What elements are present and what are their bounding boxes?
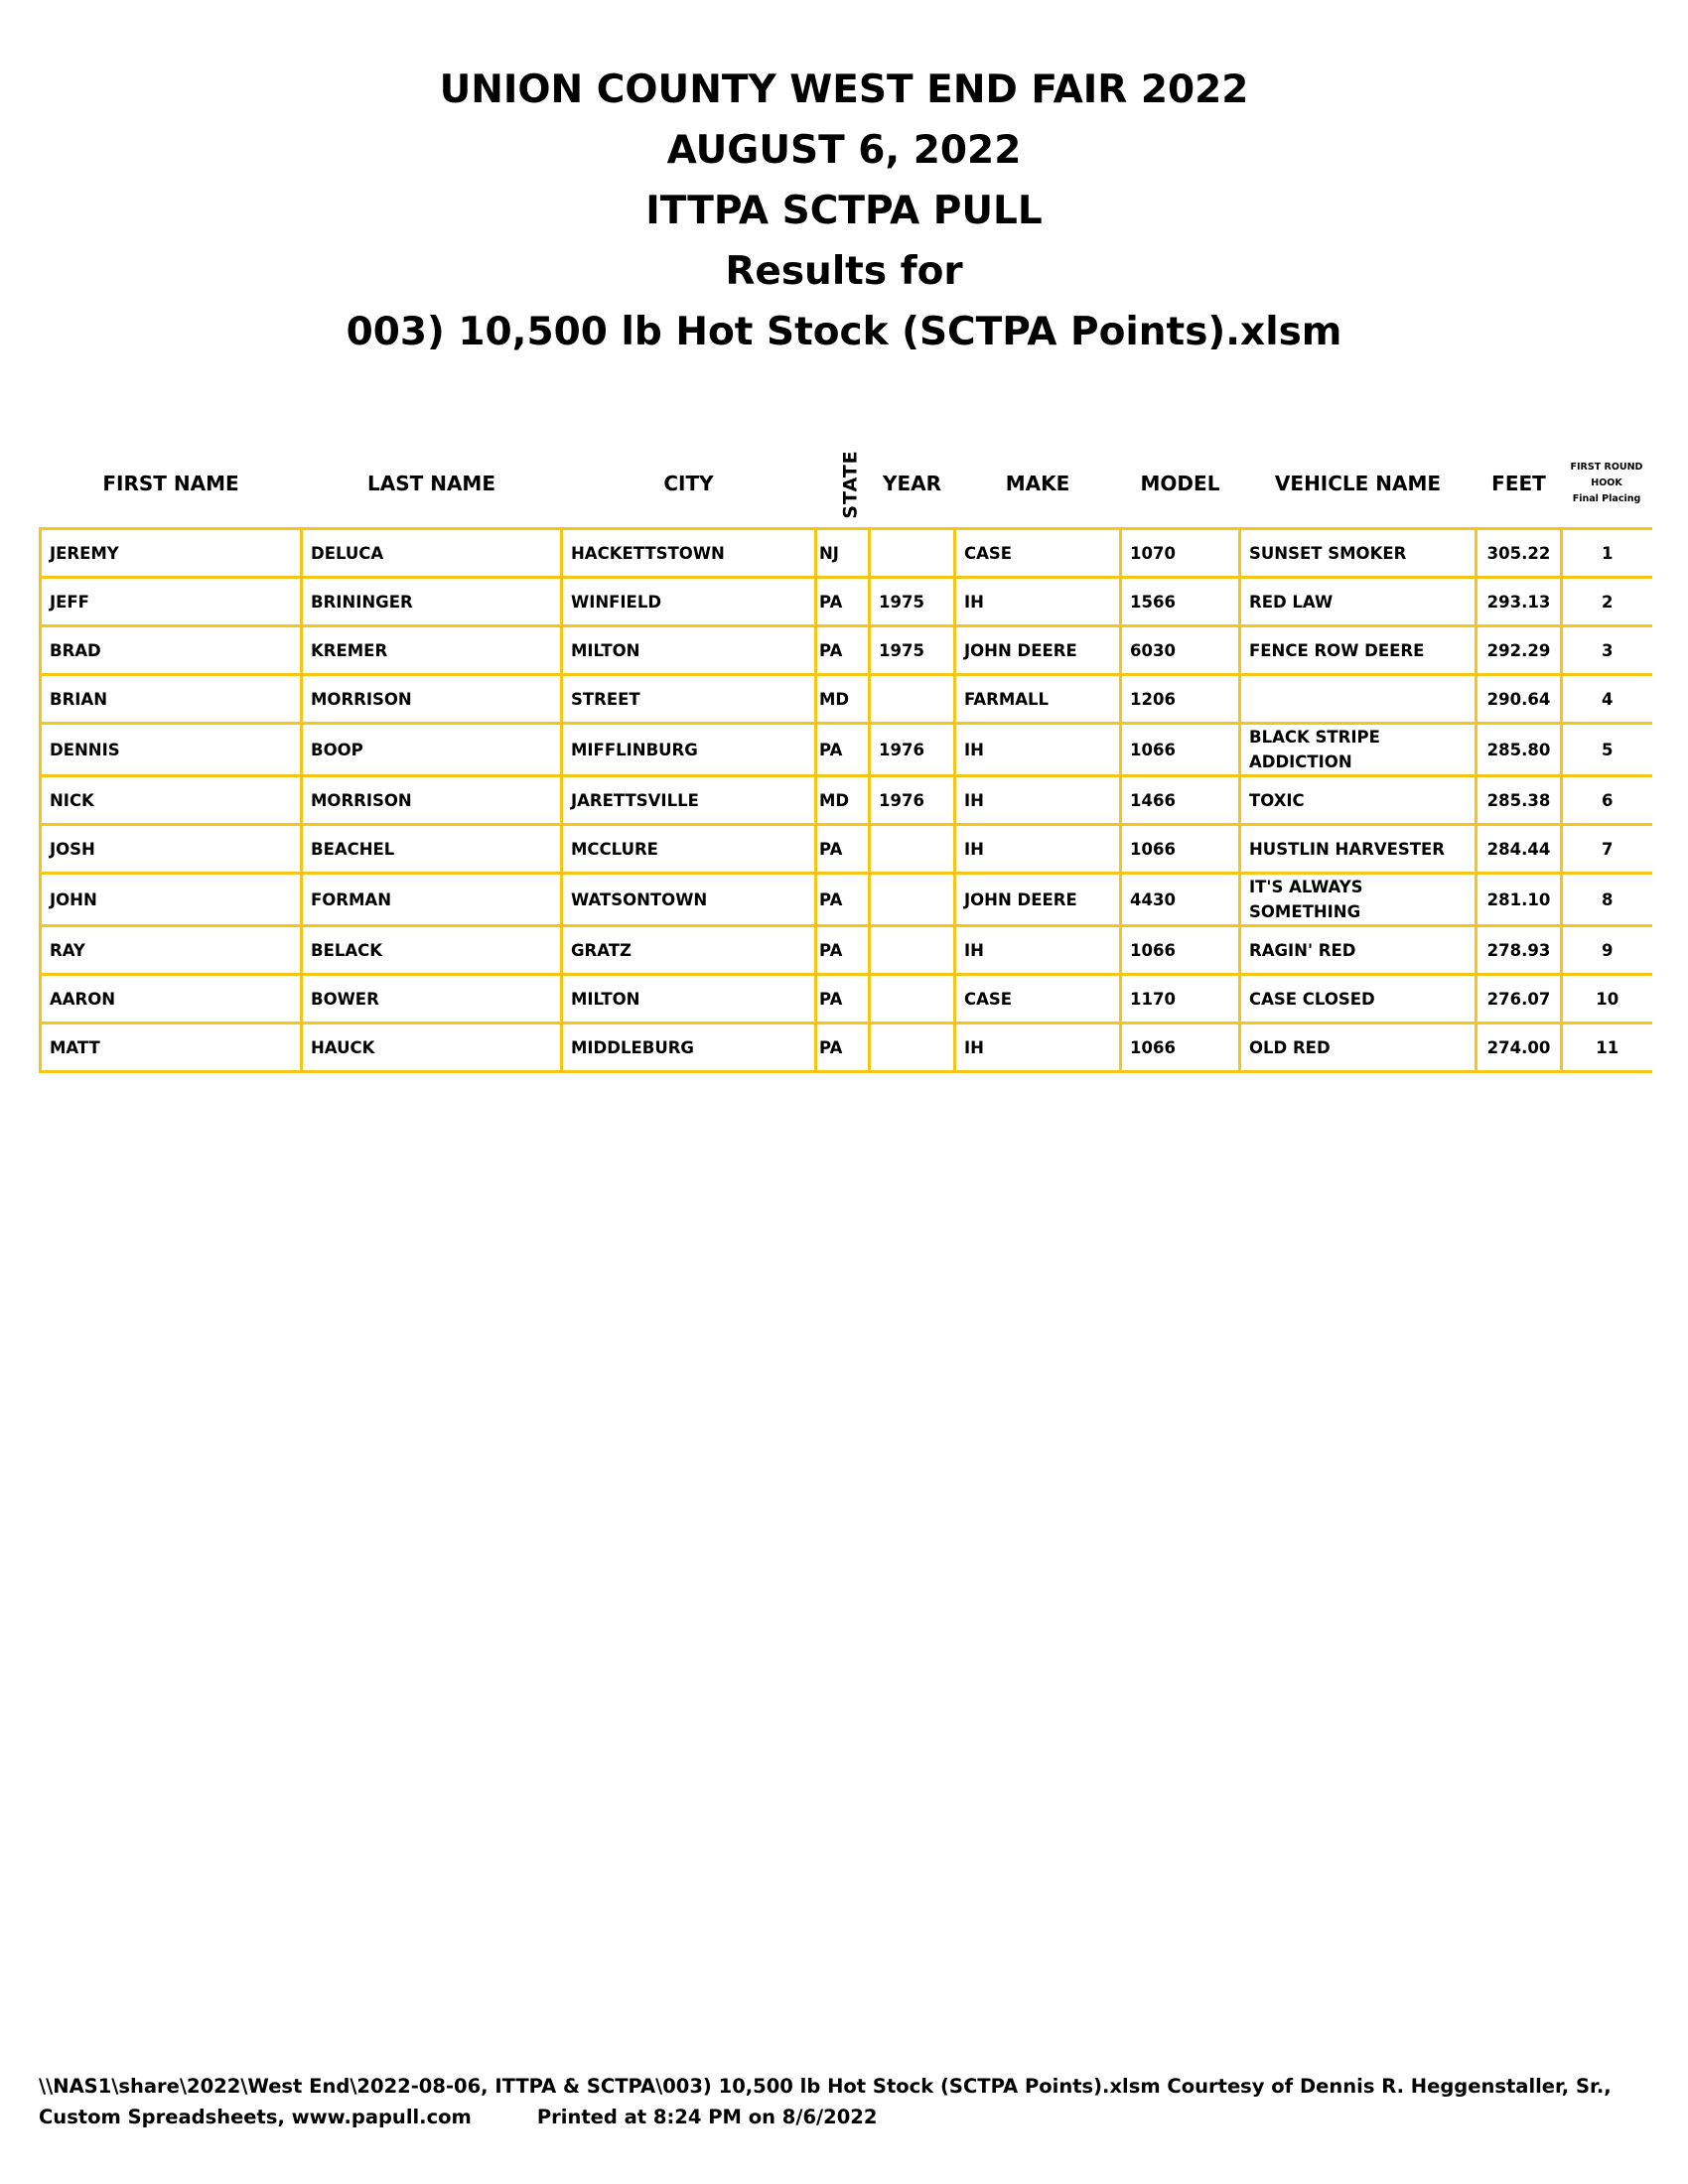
cell-year: [870, 529, 955, 578]
cell-last-name: MORRISON: [302, 776, 562, 825]
cell-model: 1206: [1121, 675, 1240, 724]
cell-first-name: BRAD: [41, 626, 302, 675]
cell-first-name: JOSH: [41, 825, 302, 874]
cell-feet: 281.10: [1477, 874, 1562, 926]
cell-model: 1066: [1121, 1024, 1240, 1072]
cell-final-placing: 4: [1562, 675, 1652, 724]
title-fair-name: UNION COUNTY WEST END FAIR 2022: [439, 68, 1249, 112]
cell-feet: 305.22: [1477, 529, 1562, 578]
cell-state: PA: [816, 975, 870, 1024]
table-row: [41, 626, 1652, 675]
cell-city: MILTON: [562, 626, 816, 675]
cell-final-placing: 1: [1562, 529, 1652, 578]
cell-last-name: BEACHEL: [302, 825, 562, 874]
cell-final-placing: 7: [1562, 825, 1652, 874]
cell-make: IH: [955, 926, 1121, 975]
header-feet: FEET: [1491, 472, 1546, 495]
results-body: [41, 529, 1652, 1072]
cell-model: 1566: [1121, 578, 1240, 626]
header-last-name: LAST NAME: [366, 472, 495, 495]
cell-feet: 285.80: [1477, 724, 1562, 776]
cell-make: CASE: [955, 975, 1121, 1024]
cell-last-name: BOWER: [302, 975, 562, 1024]
cell-state: MD: [816, 776, 870, 825]
cell-city: MILTON: [562, 975, 816, 1024]
table-row: [41, 975, 1652, 1024]
cell-state: PA: [816, 825, 870, 874]
cell-feet: 293.13: [1477, 578, 1562, 626]
cell-state: PA: [816, 1024, 870, 1072]
footer-printed-at: Printed at 8:24 PM on 8/6/2022: [536, 2106, 878, 2128]
cell-make: IH: [955, 578, 1121, 626]
cell-year: [870, 825, 955, 874]
cell-feet: 292.29: [1477, 626, 1562, 675]
cell-year: 1975: [870, 626, 955, 675]
cell-feet: 276.07: [1477, 975, 1562, 1024]
results-table: [39, 440, 1652, 1073]
report-title: [0, 60, 1688, 362]
cell-final-placing: 3: [1562, 626, 1652, 675]
cell-feet: 290.64: [1477, 675, 1562, 724]
header-placing-line2: HOOK: [1591, 478, 1622, 488]
cell-city: HACKETTSTOWN: [562, 529, 816, 578]
cell-make: FARMALL: [955, 675, 1121, 724]
table-row: [41, 926, 1652, 975]
cell-year: [870, 975, 955, 1024]
cell-vehicle-name: SUNSET SMOKER: [1240, 529, 1477, 578]
cell-vehicle-name: BLACK STRIPE ADDICTION: [1240, 724, 1477, 776]
cell-feet: 284.44: [1477, 825, 1562, 874]
cell-year: 1976: [870, 776, 955, 825]
title-date: AUGUST 6, 2022: [666, 128, 1022, 173]
table-row: [41, 1024, 1652, 1072]
header-placing-line1: FIRST ROUND: [1570, 462, 1643, 473]
cell-final-placing: 6: [1562, 776, 1652, 825]
cell-first-name: AARON: [41, 975, 302, 1024]
cell-vehicle-name: RAGIN' RED: [1240, 926, 1477, 975]
cell-make: IH: [955, 1024, 1121, 1072]
cell-model: 1066: [1121, 724, 1240, 776]
cell-last-name: FORMAN: [302, 874, 562, 926]
cell-final-placing: 2: [1562, 578, 1652, 626]
cell-last-name: BELACK: [302, 926, 562, 975]
cell-feet: 274.00: [1477, 1024, 1562, 1072]
table-row: [41, 578, 1652, 626]
cell-first-name: DENNIS: [41, 724, 302, 776]
cell-vehicle-name: FENCE ROW DEERE: [1240, 626, 1477, 675]
title-results-for: Results for: [725, 249, 963, 294]
cell-make: JOHN DEERE: [955, 874, 1121, 926]
header-city: CITY: [663, 472, 714, 495]
title-class-file: 003) 10,500 lb Hot Stock (SCTPA Points).xlsm: [346, 310, 1342, 354]
cell-last-name: BOOP: [302, 724, 562, 776]
footer-credit-line: [39, 2102, 1667, 2132]
cell-state: PA: [816, 724, 870, 776]
header-model: MODEL: [1140, 472, 1220, 495]
cell-city: STREET: [562, 675, 816, 724]
cell-state: MD: [816, 675, 870, 724]
footer-file-path: \\NAS1\share\2022\West End\2022-08-06, ITTPA & SCTPA\003) 10,500 lb Hot Stock (SCTPA Points).xlsm Courtesy of Dennis R. Heggenstaller, Sr.,: [39, 2075, 1612, 2098]
cell-first-name: JEFF: [41, 578, 302, 626]
header-vehicle-name: VEHICLE NAME: [1274, 472, 1442, 495]
cell-model: 4430: [1121, 874, 1240, 926]
header-state: [816, 440, 870, 529]
cell-final-placing: 11: [1562, 1024, 1652, 1072]
cell-year: [870, 1024, 955, 1072]
cell-model: 1066: [1121, 926, 1240, 975]
cell-state: PA: [816, 578, 870, 626]
cell-first-name: JEREMY: [41, 529, 302, 578]
cell-state: PA: [816, 874, 870, 926]
cell-vehicle-name: HUSTLIN HARVESTER: [1240, 825, 1477, 874]
cell-first-name: RAY: [41, 926, 302, 975]
table-row: [41, 724, 1652, 776]
cell-city: GRATZ: [562, 926, 816, 975]
cell-vehicle-name: RED LAW: [1240, 578, 1477, 626]
cell-city: WATSONTOWN: [562, 874, 816, 926]
header-first-name: FIRST NAME: [102, 472, 239, 495]
table-row: [41, 776, 1652, 825]
cell-state: PA: [816, 626, 870, 675]
header-final-placing: [1562, 440, 1652, 529]
page-footer: [39, 2071, 1667, 2132]
cell-city: MCCLURE: [562, 825, 816, 874]
cell-last-name: KREMER: [302, 626, 562, 675]
cell-make: CASE: [955, 529, 1121, 578]
cell-model: 1170: [1121, 975, 1240, 1024]
cell-feet: 278.93: [1477, 926, 1562, 975]
table-row: [41, 675, 1652, 724]
table-row: [41, 825, 1652, 874]
cell-vehicle-name: TOXIC: [1240, 776, 1477, 825]
cell-make: IH: [955, 776, 1121, 825]
header-placing-line3: Final Placing: [1572, 493, 1641, 504]
header-year: YEAR: [882, 472, 942, 495]
cell-model: 1066: [1121, 825, 1240, 874]
cell-last-name: BRININGER: [302, 578, 562, 626]
cell-make: IH: [955, 825, 1121, 874]
cell-city: JARETTSVILLE: [562, 776, 816, 825]
cell-model: 1466: [1121, 776, 1240, 825]
cell-vehicle-name: OLD RED: [1240, 1024, 1477, 1072]
cell-year: [870, 874, 955, 926]
cell-last-name: DELUCA: [302, 529, 562, 578]
cell-city: WINFIELD: [562, 578, 816, 626]
cell-make: JOHN DEERE: [955, 626, 1121, 675]
cell-feet: 285.38: [1477, 776, 1562, 825]
cell-state: NJ: [816, 529, 870, 578]
cell-final-placing: 9: [1562, 926, 1652, 975]
cell-final-placing: 8: [1562, 874, 1652, 926]
title-pull-name: ITTPA SCTPA PULL: [645, 189, 1043, 233]
header-row: [41, 440, 1652, 529]
cell-year: [870, 926, 955, 975]
cell-vehicle-name: [1240, 675, 1477, 724]
header-state-label: STATE: [839, 450, 862, 519]
cell-first-name: BRIAN: [41, 675, 302, 724]
cell-final-placing: 10: [1562, 975, 1652, 1024]
cell-state: PA: [816, 926, 870, 975]
cell-model: 1070: [1121, 529, 1240, 578]
header-make: MAKE: [1005, 472, 1070, 495]
footer-credit: Custom Spreadsheets, www.papull.com: [39, 2106, 472, 2128]
cell-year: 1975: [870, 578, 955, 626]
cell-last-name: HAUCK: [302, 1024, 562, 1072]
cell-city: MIFFLINBURG: [562, 724, 816, 776]
cell-model: 6030: [1121, 626, 1240, 675]
cell-year: 1976: [870, 724, 955, 776]
cell-vehicle-name: CASE CLOSED: [1240, 975, 1477, 1024]
cell-first-name: MATT: [41, 1024, 302, 1072]
cell-first-name: JOHN: [41, 874, 302, 926]
table-row: [41, 874, 1652, 926]
cell-final-placing: 5: [1562, 724, 1652, 776]
cell-year: [870, 675, 955, 724]
table-row: [41, 529, 1652, 578]
cell-make: IH: [955, 724, 1121, 776]
cell-first-name: NICK: [41, 776, 302, 825]
cell-vehicle-name: IT'S ALWAYS SOMETHING: [1240, 874, 1477, 926]
cell-last-name: MORRISON: [302, 675, 562, 724]
cell-city: MIDDLEBURG: [562, 1024, 816, 1072]
